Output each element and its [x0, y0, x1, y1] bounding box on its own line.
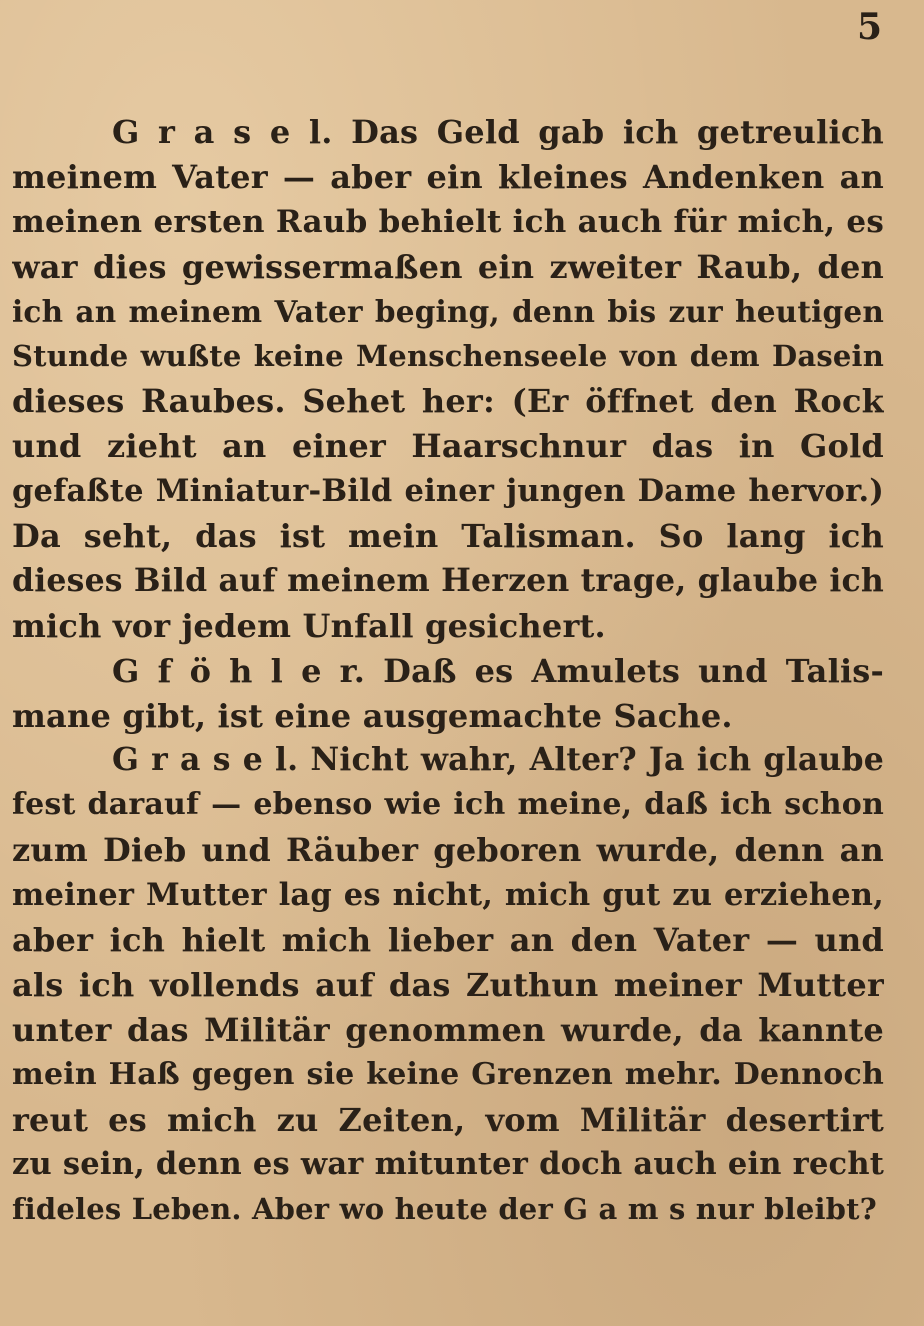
- text-line: zu sein, denn es war mitunter doch auch ein recht: [12, 1146, 884, 1183]
- text-line: dieses Raubes. Sehet her: (Er öffnet den Rock: [12, 382, 884, 421]
- text-line: ich an meinem Vater beging, denn bis zur heutigen: [12, 293, 884, 329]
- text-line: zum Dieb und Räuber geboren wurde, denn an: [12, 831, 884, 870]
- text-line: und zieht an einer Haarschnur das in Gold: [12, 427, 884, 466]
- text-line: aber ich hielt mich lieber an den Vater — und: [12, 921, 884, 960]
- text-line: fest darauf — ebenso wie ich meine, daß ich schon: [12, 787, 884, 823]
- text-line: fideles Leben. Aber wo heute der G a m s nur bleibt?: [12, 1192, 877, 1227]
- text-line: unter das Militär genommen wurde, da kannte: [12, 1010, 884, 1049]
- text-line: G r a s e l. Das Geld gab ich getreulich: [112, 113, 884, 151]
- text-line: war dies gewissermaßen ein zweiter Raub, den: [12, 247, 884, 286]
- text-line: G r a s e l. Nicht wahr, Alter? Ja ich glaube: [112, 741, 884, 779]
- page-text: [12, 110, 884, 1232]
- text-line: reut es mich zu Zeiten, vom Militär desertirt: [12, 1100, 884, 1139]
- text-line: als ich vollends auf das Zuthun meiner Mutter: [12, 965, 884, 1004]
- text-line: gefaßte Miniatur-Bild einer jungen Dame hervor.): [12, 473, 884, 510]
- text-line: Stunde wußte keine Menschenseele von dem Dasein: [12, 339, 884, 374]
- text-line: meinen ersten Raub behielt ich auch für mich, es: [12, 203, 884, 240]
- page-number: 5: [856, 6, 882, 48]
- text-line: mich vor jedem Unfall gesichert.: [12, 606, 606, 645]
- text-line: dieses Bild auf meinem Herzen trage, glaube ich: [12, 561, 884, 599]
- text-line: meinem Vater — aber ein kleines Andenken an: [12, 157, 884, 196]
- text-line: G f ö h l e r. Daß es Amulets und Talis-: [112, 651, 884, 690]
- text-line: Da seht, das ist mein Talisman. So lang ich: [12, 517, 884, 556]
- text-line: mein Haß gegen sie keine Grenzen mehr. Dennoch: [12, 1056, 884, 1092]
- text-line: meiner Mutter lag es nicht, mich gut zu erziehen,: [12, 877, 884, 914]
- text-line: mane gibt, ist eine ausgemachte Sache.: [12, 696, 733, 735]
